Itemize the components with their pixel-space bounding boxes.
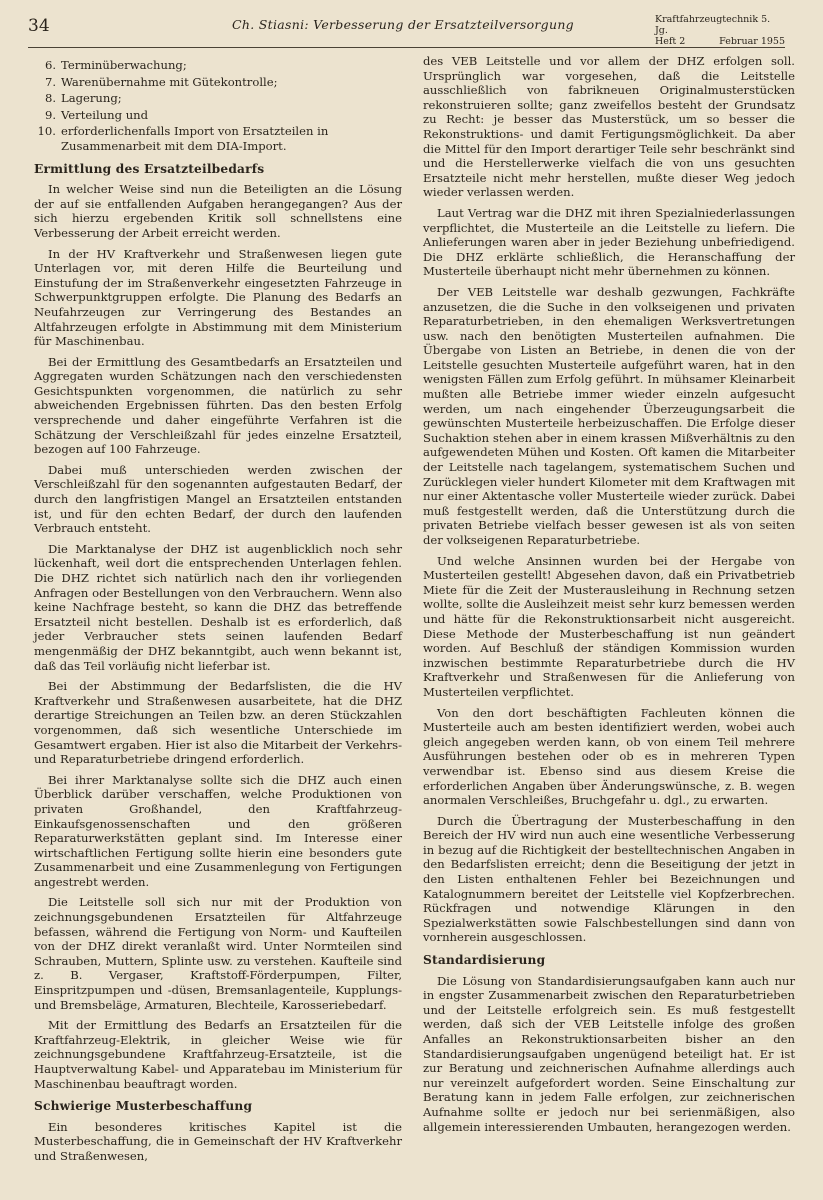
list-item: 9. Verteilung und: [44, 107, 149, 122]
section-heading: Schwierige Musterbeschaffung: [34, 1099, 253, 1114]
section-heading: Standardisierung: [423, 953, 546, 968]
paragraph: Bei der Abstimmung der Bedarfslisten, die die HV Kraftverkehr und Straßenwesen ausarbeitete, hat die DHZ derartige Streichungen an Teilen bzw. an deren Stückzahlen vorgenommen, daß sich wesentliche Unterschiede im Gesamtwert ergaben. Hier ist also die Mitarbeit der Verkehrs- und Reparaturbetriebe dringend erforderlich.: [34, 679, 402, 767]
paragraph: Bei ihrer Marktanalyse sollte sich die DHZ auch einen Überblick darüber verschaffen, welche Produktionen von privaten Großhandel, den Kraftfahrzeug-Einkaufsgenossenschaften und den größeren Reparaturwerkstätten geplant sind. Im Interesse einer wirtschaftlichen Fertigung sollte hierin eine besonders gute Zusammenarbeit und eine Zusammenlegung von Fertigungen angestrebt werden.: [34, 772, 402, 889]
paragraph: Dabei muß unterschieden werden zwischen der Verschleißzahl für den sogenannten aufgestauten Bedarf, der durch den langfristigen Mangel an Ersatzteilen entstanden ist, und für den echten Bedarf, der durch den laufenden Verbrauch entsteht.: [34, 462, 402, 536]
journal-issue: Heft 2: [655, 36, 686, 47]
paragraph: Laut Vertrag war die DHZ mit ihren Spezialniederlassungen verpflichtet, die Musterteile an die Leitstelle zu liefern. Die Anlieferungen waren aber in jeder Beziehung unbefriedigend. Die DHZ erklärte schließlich, die Heranschaffung der Musterteile überhaupt nicht mehr übernehmen zu können.: [423, 205, 795, 279]
paragraph: Die Leitstelle soll sich nur mit der Produktion von zeichnungsgebundenen Ersatzteilen für Altfahrzeuge befassen, während die Fertigung von Norm- und Kaufteilen von der DHZ direkt veranlaßt wird. Unter Normteilen sind Schrauben, Muttern, Splinte usw. zu verstehen. Kaufteile sind z. B. Vergaser, Kraftstoff-Förderpumpen, Filter, Einspritzpumpen und -düsen, Bremsanlagenteile, Kupplungs- und Bremsbeläge, Armaturen, Blechteile, Karosseriebedarf.: [34, 895, 402, 1012]
list-item: 6. Terminüberwachung;: [44, 58, 187, 72]
journal-date: Februar 1955: [719, 36, 785, 47]
task-list: [34, 58, 402, 154]
paragraph: des VEB Leitstelle und vor allem der DHZ erfolgen soll. Ursprünglich war vorgesehen, daß die Leitstelle ausschließlich von fabrikneuen Originalmusterstücken rekonstruieren sollte; ganz zweifellos besteht der Grundsatz zu Recht: je besser das Musterstück, um so besser die Rekonstruktions- und damit Fertigungsmöglichkeit. Da aber die Mittel für den Import derartiger Teile sehr beschränkt sind und die Herstellerwerke vielfach die von uns gesuchten Ersatzteile nicht mehr herstellen, mußte dieser Weg jedoch wieder verlassen werden.: [423, 54, 795, 200]
page-number: 34: [28, 16, 50, 36]
paragraph: Mit der Ermittlung des Bedarfs an Ersatzteilen für die Kraftfahrzeug-Elektrik, in gleicher Weise wie für zeichnungsgebundene Kraftfahrzeug-Ersatzteile, ist die Hauptverwaltung Kabel- und Apparatebau im Ministerium für Maschinenbau beauftragt worden.: [34, 1018, 402, 1091]
paragraph: Die Marktanalyse der DHZ ist augenblicklich noch sehr lückenhaft, weil dort die entsprechenden Unterlagen fehlen. Die DHZ richtet sich natürlich nach den ihr vorliegenden Anfragen oder Bestellungen von den Verbrauchern. Wenn also keine Nachfrage besteht, so kann die DHZ das betreffende Ersatzteil nicht bestellen. Deshalb ist es erforderlich, daß jeder Verbraucher stets seinen laufenden Bedarf mengenmäßig der DHZ bekanntgibt, auch wenn bekannt ist, daß das Teil vorläufig nicht lieferbar ist.: [34, 541, 402, 673]
list-item: 10. erforderlichenfalls Import von Ersatzteilen in Zusammenarbeit mit dem DIA-Import.: [37, 124, 329, 153]
paragraph: In welcher Weise sind nun die Beteiligten an die Lösung der auf sie entfallenden Aufgaben herangegangen? Aus der sich hierzu ergebenden Kritik soll schnellstens eine Verbesserung der Arbeit erreicht werden.: [34, 182, 402, 240]
running-header: [28, 12, 785, 46]
right-column: [423, 54, 795, 1140]
section-heading: Ermittlung des Ersatzteilbedarfs: [34, 161, 265, 176]
paragraph: Ein besonderes kritisches Kapitel ist die Musterbeschaffung, die in Gemeinschaft der HV Kraftverkehr und Straßenwesen,: [34, 1119, 402, 1163]
list-item: 7. Warenübernahme mit Gütekontrolle;: [44, 74, 278, 89]
left-column: [34, 58, 402, 1170]
journal-name: Kraftfahrzeugtechnik 5. Jg.: [655, 14, 771, 36]
running-title: Ch. Stiasni: Verbesserung der Ersatzteilversorgung: [232, 17, 574, 32]
paragraph: Der VEB Leitstelle war deshalb gezwungen, Fachkräfte anzusetzen, die die Suche in den volkseigenen und privaten Reparaturbetrieben, in den ehemaligen Werksvertretungen usw. nach den benötigten Musterteilen aufnahmen. Die Übergabe von Listen an Betriebe, in denen die von der Leitstelle gesuchten Musterteile aufgeführt waren, hat in den wenigsten Fällen zum Erfolg geführt. In mühsamer Kleinarbeit mußten alle Betriebe immer wieder einzeln aufgesucht werden, um nach eingehender Überzeugungsarbeit die gewünschten Musterteile herbeizuschaffen. Die Erfolge dieser Suchaktion stehen aber in einem krassen Mißverhältnis zu den aufgewendeten Mühen und Kosten. Oft kamen die Mitarbeiter der Leitstelle nach tagelangem, systematischem Suchen und Zurücklegen vieler hundert Kilometer mit dem Kraftwagen mit nur einer Aktentasche voller Musterteile wieder zurück. Dabei muß festgestellt werden, daß die Unterstützung durch die privaten Betriebe vielfach besser gewesen ist als von seiten der volkseigenen Reparaturbetriebe.: [423, 284, 795, 547]
header-rule: [28, 47, 785, 48]
paragraph: Und welche Ansinnen wurden bei der Hergabe von Musterteilen gestellt! Abgesehen davon, daß ein Privatbetrieb Miete für die Zeit der Musterausleihung in Rechnung setzen wollte, sollte die Ausleihzeit meist sehr kurz bemessen werden und hätte für die Rekonstruktionsarbeit nicht ausgereicht. Diese Methode der Musterbeschaffung ist nun geändert worden. Auf Beschluß der ständigen Kommission wurden inzwischen bestimmte Reparaturbetriebe durch die HV Kraftverkehr und Straßenwesen für die Anlieferung von Musterteilen verpflichtet.: [423, 553, 795, 699]
list-item: 8. Lagerung;: [44, 91, 122, 106]
paragraph: Die Lösung von Standardisierungsaufgaben kann auch nur in engster Zusammenarbeit zwischen den Reparaturbetrieben und der Leitstelle erfolgreich sein. Es muß festgestellt werden, daß sich der VEB Leitstelle infolge des großen Anfalles an Rekonstruktionsarbeiten bisher an den Standardisierungsaufgaben ungenügend beteiligt hat. Er ist zur Beratung und zeichnerischen Aufnahme allerdings auch nur vereinzelt aufgefordert worden. Seine Einschaltung zur Beratung kann in jedem Falle erfolgen, zur zeichnerischen Aufnahme sollte er jedoch nur bei serienmäßigen, also allgemein interessierenden Umbauten, herangezogen werden.: [423, 973, 795, 1134]
paragraph: Bei der Ermittlung des Gesamtbedarfs an Ersatzteilen und Aggregaten wurden Schätzungen nach den verschiedensten Gesichtspunkten vorgenommen, die natürlich zu sehr abweichenden Ergebnissen führten. Das den besten Erfolg versprechende und daher eingeführte Verfahren ist die Schätzung der Verschleißzahl für jedes einzelne Ersatzteil, bezogen auf 100 Fahrzeuge.: [34, 354, 402, 457]
paragraph: In der HV Kraftverkehr und Straßenwesen liegen gute Unterlagen vor, mit deren Hilfe die Beurteilung und Einstufung der im Straßenverkehr eingesetzten Fahrzeuge in Schwerpunktgruppen erfolgte. Die Planung des Bedarfs an Neufahrzeugen zur Verringerung des Bestandes an Altfahrzeugen erfolgte in Abstimmung mit dem Ministerium für Maschinenbau.: [34, 246, 402, 349]
journal-info: [655, 14, 785, 47]
paragraph: Von den dort beschäftigten Fachleuten können die Musterteile auch am besten identifiziert werden, wobei auch gleich angegeben werden kann, ob von einem Teil mehrere Ausführungen bestehen oder ob es in mehreren Typen verwendbar ist. Ebenso sind aus diesem Kreise die erforderlichen Angaben über Änderungswünsche, z. B. wegen anormalen Verschleißes, Bruchgefahr u. dgl., zu erwarten.: [423, 705, 795, 808]
paragraph: Durch die Übertragung der Musterbeschaffung in den Bereich der HV wird nun auch eine wesentliche Verbesserung in bezug auf die Richtigkeit der bestelltechnischen Angaben in den Bedarfslisten erreicht; denn die Beseitigung der jetzt in den Listen enthaltenen Fehler bei Bezeichnungen und Katalognummern bereitet der Leitstelle viel Kopfzerbrechen. Rückfragen und notwendige Klärungen in den Spezialwerkstätten sowie Falschbestellungen sind dann von vornherein ausgeschlossen.: [423, 813, 795, 945]
